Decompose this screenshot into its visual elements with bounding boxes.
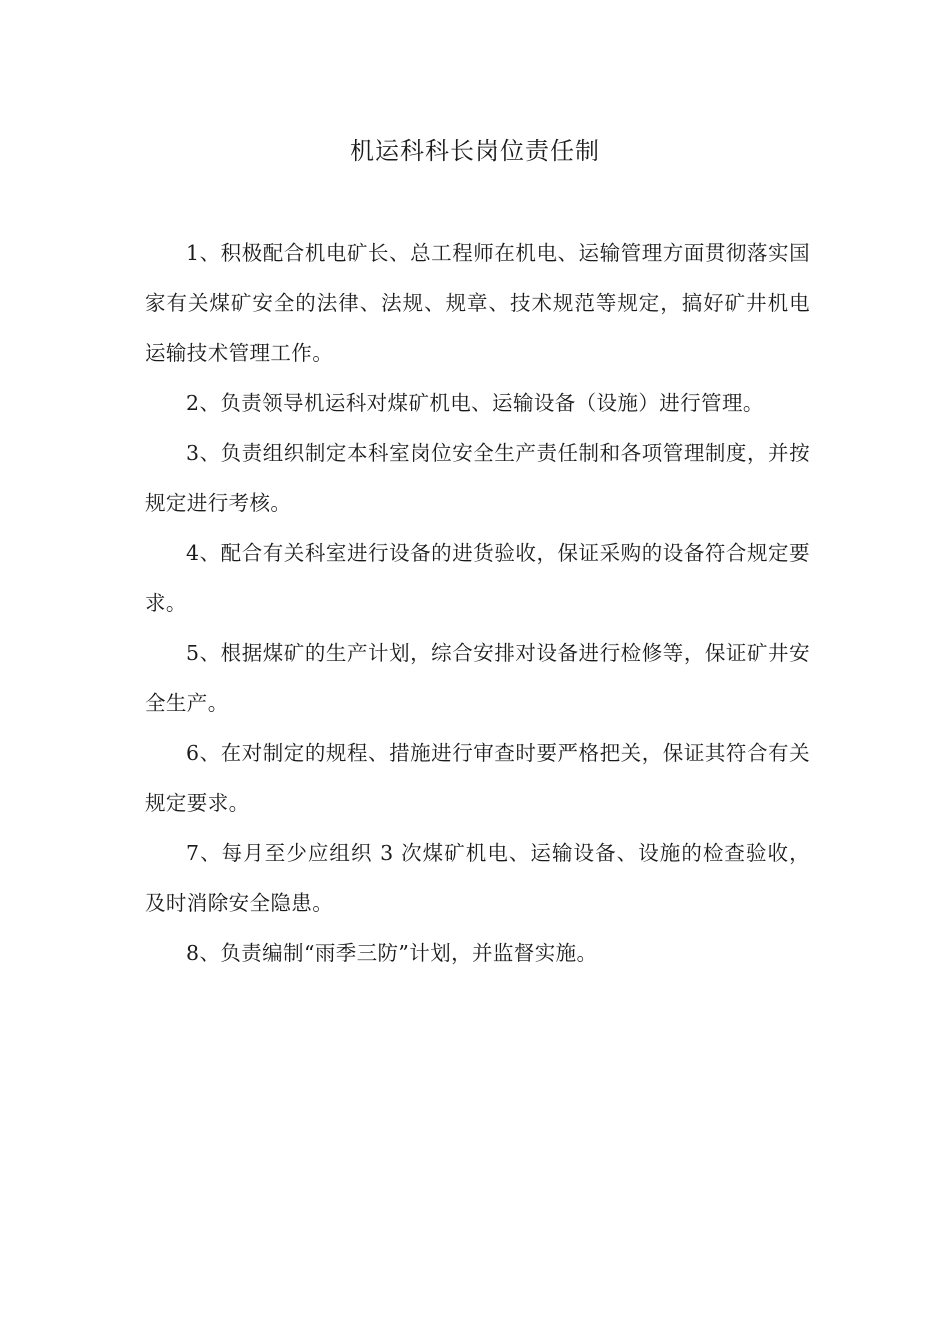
paragraph-2: 2、负责领导机运科对煤矿机电、运输设备（设施）进行管理。 — [186, 391, 764, 415]
paragraph-4: 4、配合有关科室进行设备的进货验收，保证采购的设备符合规定要求。 — [145, 541, 810, 615]
paragraph-8: 8、负责编制“雨季三防”计划，并监督实施。 — [186, 941, 598, 965]
paragraph-5: 5、根据煤矿的生产计划，综合安排对设备进行检修等，保证矿井安全生产。 — [145, 641, 810, 715]
paragraph-7: 7、每月至少应组织 3 次煤矿机电、运输设备、设施的检查验收，及时消除安全隐患。 — [145, 841, 810, 915]
paragraph-3: 3、负责组织制定本科室岗位安全生产责任制和各项管理制度，并按规定进行考核。 — [145, 441, 810, 515]
document-body — [145, 228, 810, 978]
document-title: 机运科科长岗位责任制 — [350, 137, 600, 165]
paragraph-6: 6、在对制定的规程、措施进行审查时要严格把关，保证其符合有关规定要求。 — [145, 741, 810, 815]
paragraph-1: 1、积极配合机电矿长、总工程师在机电、运输管理方面贯彻落实国家有关煤矿安全的法律、法规、规章、技术规范等规定，搞好矿井机电运输技术管理工作。 — [145, 241, 810, 365]
